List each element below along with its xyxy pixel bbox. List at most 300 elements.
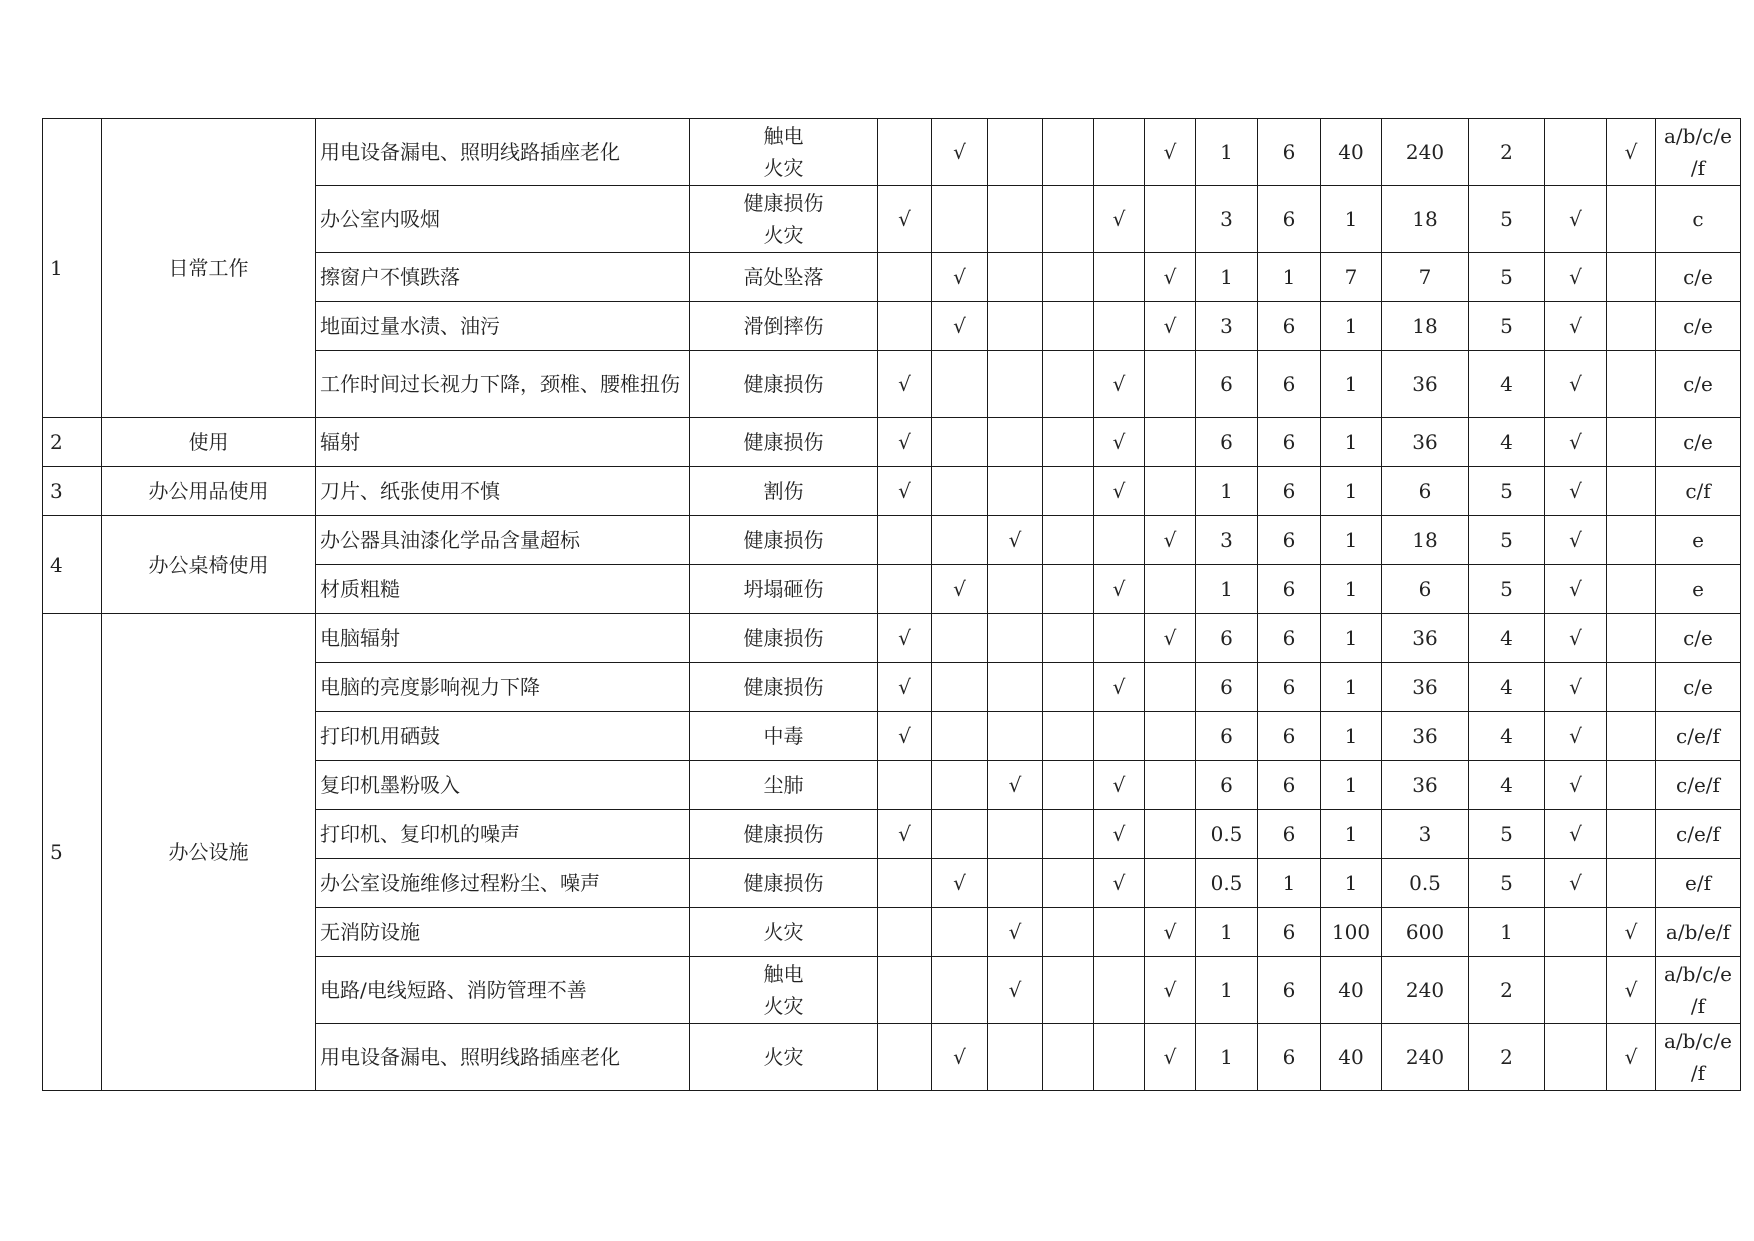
check-mark-cell: √ [932,302,988,351]
d-value-cell: 36 [1382,761,1469,810]
control-measures-cell [1656,186,1741,253]
hazard-cell: 办公室内吸烟 [316,186,690,253]
control-measures-cell [1656,810,1741,859]
check-mark-cell: √ [932,565,988,614]
risk-level-cell: 5 [1469,467,1545,516]
unacceptable-mark-cell [1607,418,1656,467]
acceptable-mark-cell: √ [1545,810,1607,859]
check-mark-cell [1094,712,1145,761]
l-value-cell: 6 [1196,663,1258,712]
acceptable-mark-cell: √ [1545,467,1607,516]
unacceptable-mark-cell: √ [1607,119,1656,186]
e-value-cell: 6 [1258,516,1321,565]
consequence-cell [690,565,878,614]
check-mark-cell: √ [878,467,932,516]
e-value-cell: 1 [1258,859,1321,908]
consequence-cell-line: 健康损伤 [743,372,824,396]
risk-level-cell: 4 [1469,663,1545,712]
check-mark-cell: √ [1094,418,1145,467]
activity-cell: 办公桌椅使用 [102,516,316,614]
check-mark-cell: √ [878,418,932,467]
acceptable-mark-cell [1545,119,1607,186]
control-measures-cell-line: c/e [1683,265,1713,289]
control-measures-cell-line: a/b/e/f [1665,920,1731,944]
control-measures-cell-line: c/e/f [1676,822,1720,846]
activity-cell: 办公用品使用 [102,467,316,516]
check-mark-cell [1145,565,1196,614]
check-mark-cell: √ [878,351,932,418]
e-value-cell: 6 [1258,467,1321,516]
check-mark-cell [878,908,932,957]
d-value-cell: 240 [1382,119,1469,186]
c-value-cell: 1 [1321,761,1382,810]
check-mark-cell [988,418,1043,467]
check-mark-cell [1043,253,1094,302]
control-measures-cell [1656,119,1741,186]
e-value-cell: 6 [1258,1024,1321,1091]
unacceptable-mark-cell: √ [1607,1024,1656,1091]
check-mark-cell [1043,859,1094,908]
control-measures-cell-line: c/e [1683,314,1713,338]
unacceptable-mark-cell [1607,302,1656,351]
hazard-cell: 材质粗糙 [316,565,690,614]
acceptable-mark-cell: √ [1545,663,1607,712]
consequence-cell [690,186,878,253]
check-mark-cell [1043,908,1094,957]
control-measures-cell [1656,663,1741,712]
c-value-cell: 40 [1321,957,1382,1024]
check-mark-cell: √ [1145,253,1196,302]
check-mark-cell [988,186,1043,253]
c-value-cell: 1 [1321,467,1382,516]
risk-level-cell: 2 [1469,1024,1545,1091]
table-row [43,119,1741,186]
risk-assessment-table [42,118,1741,1091]
consequence-cell-line: 健康损伤 [743,822,824,846]
check-mark-cell [932,351,988,418]
e-value-cell: 6 [1258,712,1321,761]
risk-level-cell: 1 [1469,908,1545,957]
check-mark-cell: √ [932,1024,988,1091]
check-mark-cell [932,908,988,957]
unacceptable-mark-cell [1607,712,1656,761]
check-mark-cell [1043,119,1094,186]
unacceptable-mark-cell [1607,351,1656,418]
control-measures-cell [1656,1024,1741,1091]
e-value-cell: 6 [1258,957,1321,1024]
check-mark-cell [1145,351,1196,418]
unacceptable-mark-cell [1607,253,1656,302]
control-measures-cell [1656,859,1741,908]
d-value-cell: 18 [1382,516,1469,565]
consequence-cell-line: 火灾 [763,1045,804,1069]
acceptable-mark-cell: √ [1545,859,1607,908]
check-mark-cell: √ [878,186,932,253]
consequence-cell [690,712,878,761]
check-mark-cell [878,957,932,1024]
d-value-cell: 36 [1382,418,1469,467]
d-value-cell: 6 [1382,565,1469,614]
check-mark-cell: √ [1094,467,1145,516]
acceptable-mark-cell: √ [1545,418,1607,467]
d-value-cell: 6 [1382,467,1469,516]
risk-level-cell: 4 [1469,761,1545,810]
check-mark-cell [932,761,988,810]
check-mark-cell: √ [988,761,1043,810]
hazard-cell: 刀片、纸张使用不慎 [316,467,690,516]
unacceptable-mark-cell [1607,663,1656,712]
check-mark-cell: √ [878,614,932,663]
l-value-cell: 1 [1196,119,1258,186]
unacceptable-mark-cell [1607,859,1656,908]
check-mark-cell [1145,859,1196,908]
check-mark-cell [932,516,988,565]
control-measures-cell-line: c/e [1683,675,1713,699]
unacceptable-mark-cell [1607,467,1656,516]
hazard-cell: 无消防设施 [316,908,690,957]
check-mark-cell: √ [988,957,1043,1024]
c-value-cell: 1 [1321,810,1382,859]
control-measures-cell [1656,467,1741,516]
d-value-cell: 36 [1382,712,1469,761]
l-value-cell: 3 [1196,516,1258,565]
check-mark-cell [988,712,1043,761]
l-value-cell: 1 [1196,957,1258,1024]
consequence-cell [690,119,878,186]
consequence-cell-line: 火灾 [763,920,804,944]
l-value-cell: 6 [1196,351,1258,418]
hazard-cell: 用电设备漏电、照明线路插座老化 [316,119,690,186]
control-measures-cell [1656,908,1741,957]
consequence-cell-line: 坍塌砸伤 [743,577,824,601]
acceptable-mark-cell: √ [1545,761,1607,810]
check-mark-cell [988,663,1043,712]
l-value-cell: 3 [1196,302,1258,351]
check-mark-cell [1094,119,1145,186]
check-mark-cell [1043,516,1094,565]
check-mark-cell [932,957,988,1024]
c-value-cell: 1 [1321,614,1382,663]
consequence-cell-line: 健康损伤 [743,626,824,650]
l-value-cell: 1 [1196,467,1258,516]
c-value-cell: 100 [1321,908,1382,957]
hazard-cell: 辐射 [316,418,690,467]
check-mark-cell [1043,663,1094,712]
hazard-cell: 用电设备漏电、照明线路插座老化 [316,1024,690,1091]
control-measures-cell [1656,761,1741,810]
consequence-cell [690,859,878,908]
d-value-cell: 0.5 [1382,859,1469,908]
row-number: 1 [43,119,102,418]
check-mark-cell [1043,712,1094,761]
check-mark-cell [1043,957,1094,1024]
check-mark-cell [1094,614,1145,663]
control-measures-cell [1656,351,1741,418]
check-mark-cell [1145,810,1196,859]
c-value-cell: 1 [1321,565,1382,614]
check-mark-cell [878,516,932,565]
hazard-cell: 擦窗户不慎跌落 [316,253,690,302]
e-value-cell: 6 [1258,186,1321,253]
check-mark-cell [1094,908,1145,957]
acceptable-mark-cell: √ [1545,302,1607,351]
unacceptable-mark-cell: √ [1607,908,1656,957]
check-mark-cell: √ [878,810,932,859]
check-mark-cell: √ [878,712,932,761]
check-mark-cell [1043,418,1094,467]
check-mark-cell [988,1024,1043,1091]
consequence-cell [690,908,878,957]
consequence-cell [690,467,878,516]
check-mark-cell: √ [1145,614,1196,663]
check-mark-cell [1043,761,1094,810]
c-value-cell: 1 [1321,663,1382,712]
c-value-cell: 1 [1321,302,1382,351]
l-value-cell: 1 [1196,253,1258,302]
control-measures-cell-line: c/e [1683,626,1713,650]
check-mark-cell [878,761,932,810]
check-mark-cell: √ [932,119,988,186]
acceptable-mark-cell: √ [1545,351,1607,418]
c-value-cell: 40 [1321,119,1382,186]
table-row [43,467,1741,516]
check-mark-cell [1094,302,1145,351]
row-number: 4 [43,516,102,614]
check-mark-cell [878,859,932,908]
c-value-cell: 1 [1321,186,1382,253]
consequence-cell [690,761,878,810]
check-mark-cell [932,418,988,467]
check-mark-cell [878,253,932,302]
hazard-cell: 办公室设施维修过程粉尘、噪声 [316,859,690,908]
risk-level-cell: 4 [1469,614,1545,663]
check-mark-cell [988,859,1043,908]
l-value-cell: 6 [1196,761,1258,810]
check-mark-cell [1043,302,1094,351]
unacceptable-mark-cell [1607,186,1656,253]
acceptable-mark-cell: √ [1545,712,1607,761]
e-value-cell: 6 [1258,351,1321,418]
check-mark-cell [988,810,1043,859]
check-mark-cell [988,614,1043,663]
consequence-cell [690,614,878,663]
consequence-cell-line: 触电 [763,124,804,148]
check-mark-cell [1043,186,1094,253]
consequence-cell-line: 健康损伤 [743,191,824,215]
consequence-cell-line: 滑倒摔伤 [743,314,824,338]
control-measures-cell [1656,253,1741,302]
l-value-cell: 0.5 [1196,859,1258,908]
consequence-cell [690,351,878,418]
control-measures-cell-line: /f [1690,994,1706,1018]
c-value-cell: 7 [1321,253,1382,302]
acceptable-mark-cell: √ [1545,516,1607,565]
consequence-cell-line: 健康损伤 [743,430,824,454]
d-value-cell: 600 [1382,908,1469,957]
check-mark-cell [1043,810,1094,859]
d-value-cell: 36 [1382,351,1469,418]
hazard-cell: 电脑的亮度影响视力下降 [316,663,690,712]
d-value-cell: 18 [1382,302,1469,351]
check-mark-cell: √ [1094,565,1145,614]
risk-level-cell: 5 [1469,565,1545,614]
check-mark-cell [1043,565,1094,614]
acceptable-mark-cell [1545,1024,1607,1091]
control-measures-cell-line: c/e/f [1676,773,1720,797]
d-value-cell: 18 [1382,186,1469,253]
control-measures-cell-line: c/f [1685,479,1711,503]
acceptable-mark-cell: √ [1545,565,1607,614]
table-row [43,516,1741,565]
d-value-cell: 36 [1382,663,1469,712]
l-value-cell: 6 [1196,614,1258,663]
hazard-cell: 电路/电线短路、消防管理不善 [316,957,690,1024]
check-mark-cell [988,565,1043,614]
c-value-cell: 1 [1321,516,1382,565]
check-mark-cell [1043,1024,1094,1091]
control-measures-cell [1656,614,1741,663]
check-mark-cell: √ [988,908,1043,957]
acceptable-mark-cell: √ [1545,253,1607,302]
risk-level-cell: 5 [1469,859,1545,908]
check-mark-cell [932,810,988,859]
consequence-cell [690,810,878,859]
hazard-cell: 地面过量水渍、油污 [316,302,690,351]
unacceptable-mark-cell [1607,614,1656,663]
hazard-cell: 工作时间过长视力下降，颈椎、腰椎扭伤 [316,351,690,418]
check-mark-cell [932,663,988,712]
control-measures-cell [1656,516,1741,565]
c-value-cell: 1 [1321,418,1382,467]
control-measures-cell-line: c/e [1683,372,1713,396]
check-mark-cell [932,186,988,253]
e-value-cell: 6 [1258,418,1321,467]
check-mark-cell [1145,712,1196,761]
consequence-cell [690,663,878,712]
risk-level-cell: 5 [1469,516,1545,565]
check-mark-cell: √ [1094,761,1145,810]
hazard-cell: 打印机、复印机的噪声 [316,810,690,859]
unacceptable-mark-cell: √ [1607,957,1656,1024]
consequence-cell-line: 健康损伤 [743,528,824,552]
check-mark-cell [1094,957,1145,1024]
hazard-cell: 电脑辐射 [316,614,690,663]
l-value-cell: 1 [1196,1024,1258,1091]
e-value-cell: 6 [1258,302,1321,351]
consequence-cell [690,516,878,565]
d-value-cell: 3 [1382,810,1469,859]
check-mark-cell [1145,467,1196,516]
check-mark-cell [1043,351,1094,418]
consequence-cell [690,302,878,351]
control-measures-cell-line: a/b/c/e [1664,962,1732,986]
check-mark-cell [878,119,932,186]
unacceptable-mark-cell [1607,516,1656,565]
risk-level-cell: 2 [1469,119,1545,186]
check-mark-cell: √ [1094,186,1145,253]
check-mark-cell [1145,418,1196,467]
consequence-cell [690,957,878,1024]
check-mark-cell: √ [1094,810,1145,859]
consequence-cell-line: 火灾 [763,994,804,1018]
check-mark-cell: √ [932,253,988,302]
e-value-cell: 6 [1258,119,1321,186]
e-value-cell: 1 [1258,253,1321,302]
check-mark-cell: √ [988,516,1043,565]
control-measures-cell-line: c [1692,207,1704,231]
check-mark-cell [1043,614,1094,663]
risk-level-cell: 5 [1469,253,1545,302]
row-number: 5 [43,614,102,1091]
d-value-cell: 240 [1382,1024,1469,1091]
check-mark-cell [878,302,932,351]
d-value-cell: 240 [1382,957,1469,1024]
check-mark-cell: √ [1145,302,1196,351]
control-measures-cell-line: e/f [1685,871,1711,895]
check-mark-cell [988,119,1043,186]
consequence-cell [690,1024,878,1091]
risk-level-cell: 5 [1469,186,1545,253]
control-measures-cell-line: e [1692,528,1704,552]
risk-level-cell: 2 [1469,957,1545,1024]
check-mark-cell: √ [932,859,988,908]
check-mark-cell [1145,761,1196,810]
check-mark-cell [988,467,1043,516]
control-measures-cell-line: c/e [1683,430,1713,454]
check-mark-cell: √ [1145,516,1196,565]
risk-level-cell: 4 [1469,418,1545,467]
e-value-cell: 6 [1258,663,1321,712]
check-mark-cell [932,467,988,516]
check-mark-cell [878,1024,932,1091]
check-mark-cell: √ [1145,957,1196,1024]
check-mark-cell [988,302,1043,351]
acceptable-mark-cell: √ [1545,614,1607,663]
check-mark-cell [1094,516,1145,565]
d-value-cell: 7 [1382,253,1469,302]
check-mark-cell [988,351,1043,418]
c-value-cell: 1 [1321,351,1382,418]
check-mark-cell: √ [1145,119,1196,186]
consequence-cell [690,418,878,467]
check-mark-cell [932,614,988,663]
l-value-cell: 6 [1196,712,1258,761]
hazard-cell: 打印机用硒鼓 [316,712,690,761]
risk-level-cell: 5 [1469,302,1545,351]
consequence-cell-line: 火灾 [763,223,804,247]
check-mark-cell: √ [1145,1024,1196,1091]
table-row [43,418,1741,467]
activity-cell: 办公设施 [102,614,316,1091]
consequence-cell-line: 触电 [763,962,804,986]
l-value-cell: 6 [1196,418,1258,467]
check-mark-cell: √ [1145,908,1196,957]
c-value-cell: 1 [1321,859,1382,908]
row-number: 3 [43,467,102,516]
table-row [43,614,1741,663]
check-mark-cell [1043,467,1094,516]
unacceptable-mark-cell [1607,810,1656,859]
check-mark-cell [878,565,932,614]
hazard-cell: 办公器具油漆化学品含量超标 [316,516,690,565]
acceptable-mark-cell: √ [1545,186,1607,253]
check-mark-cell [1145,186,1196,253]
unacceptable-mark-cell [1607,565,1656,614]
e-value-cell: 6 [1258,565,1321,614]
l-value-cell: 1 [1196,908,1258,957]
c-value-cell: 40 [1321,1024,1382,1091]
acceptable-mark-cell [1545,908,1607,957]
